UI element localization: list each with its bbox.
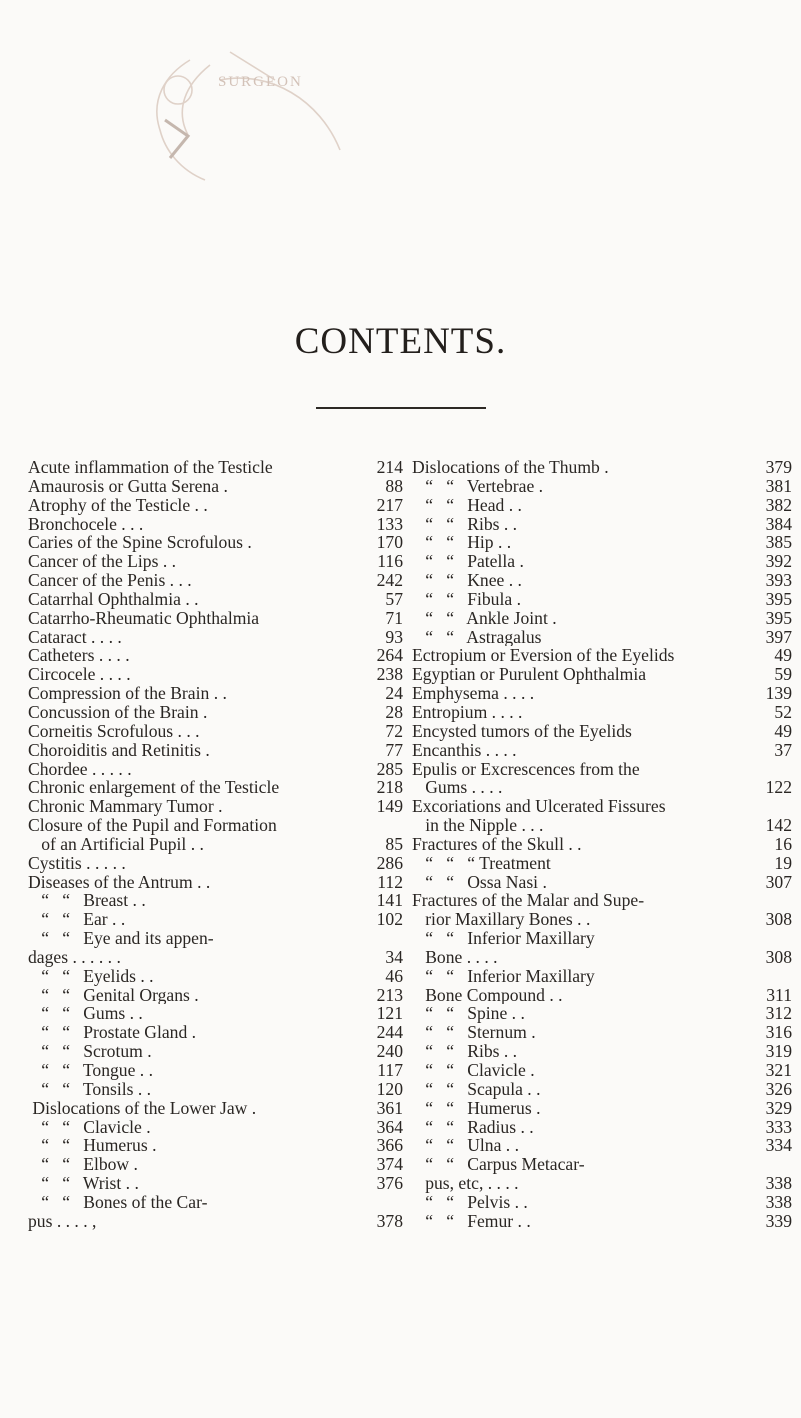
contents-left-column (28, 458, 403, 1231)
contents-entry (412, 986, 792, 1005)
entry-title: “ “ Ossa Nasi . (412, 872, 547, 892)
entry-title: Corneitis Scrofulous . . . (28, 721, 200, 741)
contents-entry (412, 741, 792, 760)
entry-title: Bone Compound . . (412, 985, 563, 1005)
entry-page-number: 24 (385, 683, 403, 704)
entry-page-number: 102 (376, 909, 403, 930)
entry-page-number: 213 (376, 984, 403, 1005)
contents-entry (412, 1004, 792, 1023)
contents-entry (412, 1212, 792, 1231)
entry-page-number: 308 (765, 946, 792, 967)
contents-entry (412, 1061, 792, 1080)
entry-title: “ “ Tongue . . (28, 1061, 153, 1080)
contents-entry (412, 910, 792, 929)
contents-entry (412, 1136, 792, 1155)
entry-title: Caries of the Spine Scrofulous . (28, 533, 252, 553)
entry-page-number: 133 (376, 513, 403, 534)
entry-page-number: 307 (765, 871, 792, 892)
contents-entry (412, 590, 792, 609)
contents-entry (412, 873, 792, 892)
entry-page-number: 46 (385, 965, 403, 986)
entry-title: Compression of the Brain . . (28, 684, 227, 703)
entry-title: “ “ Genital Organs . (28, 985, 199, 1005)
entry-page-number: 117 (377, 1060, 403, 1080)
contents-entry (28, 646, 403, 665)
entry-title: “ “ Ulna . . (412, 1136, 519, 1156)
entry-title: Catarrhal Ophthalmia . . (28, 589, 199, 609)
entry-page-number: 142 (765, 815, 792, 836)
contents-entry (412, 477, 792, 496)
contents-entry (412, 1193, 792, 1212)
contents-entry (28, 835, 403, 854)
entry-page-number: 379 (765, 457, 792, 477)
entry-page-number: 395 (765, 588, 792, 609)
contents-entry (412, 778, 792, 797)
entry-page-number: 240 (376, 1041, 403, 1062)
entry-page-number: 57 (385, 588, 403, 609)
contents-entry (28, 477, 403, 496)
entry-title: “ “ Humerus . (28, 1136, 157, 1156)
entry-page-number: 19 (774, 852, 792, 873)
entry-page-number: 312 (765, 1003, 792, 1024)
contents-entry (28, 1118, 403, 1137)
contents-entry (412, 835, 792, 854)
entry-page-number: 49 (774, 645, 792, 666)
entry-page-number: 374 (376, 1154, 403, 1175)
entry-title: Amaurosis or Gutta Serena . (28, 476, 228, 496)
entry-page-number: 77 (385, 739, 403, 760)
entry-title: “ “ Scapula . . (412, 1079, 541, 1099)
entry-title: “ “ Hip . . (412, 533, 512, 553)
entry-title: “ “ Carpus Metacar- (412, 1155, 585, 1175)
contents-entry (28, 854, 403, 873)
entry-title: Chronic Mammary Tumor . (28, 797, 223, 817)
entry-title: in the Nipple . . . (412, 816, 544, 835)
contents-entry (28, 910, 403, 929)
contents-entry (28, 741, 403, 760)
entry-title: “ “ Wrist . . (28, 1174, 139, 1193)
entry-title: Egyptian or Purulent Ophthalmia (412, 665, 647, 685)
entry-title: dages . . . . . . (28, 947, 121, 967)
entry-page-number: 112 (377, 871, 403, 892)
entry-title: “ “ Eyelids . . (28, 966, 154, 986)
entry-page-number: 319 (765, 1041, 792, 1062)
entry-page-number: 72 (385, 720, 403, 741)
entry-page-number: 321 (765, 1060, 792, 1080)
contents-entry (412, 552, 792, 571)
contents-entry (412, 1080, 792, 1099)
entry-title: Fractures of the Skull . . (412, 834, 582, 854)
contents-entry (28, 665, 403, 684)
entry-page-number: 170 (376, 532, 403, 553)
entry-page-number: 238 (376, 664, 403, 685)
entry-page-number: 116 (377, 551, 403, 572)
entry-page-number: 361 (376, 1097, 403, 1118)
contents-entry (28, 628, 403, 647)
entry-title: “ “ Ankle Joint . (412, 608, 557, 628)
contents-entry (28, 816, 403, 835)
contents-entry (28, 458, 403, 477)
contents-entry (412, 496, 792, 515)
entry-title: rior Maxillary Bones . . (412, 910, 591, 930)
contents-entry (28, 891, 403, 910)
entry-page-number: 71 (385, 607, 403, 628)
entry-title: “ “ Inferior Maxillary (412, 966, 595, 986)
entry-title: Epulis or Excrescences from the (412, 759, 640, 779)
entry-title: Chronic enlargement of the Testicle (28, 778, 280, 798)
entry-title: Bronchocele . . . (28, 514, 144, 534)
entry-page-number: 37 (774, 739, 792, 760)
stamp-text: SURGEON (218, 74, 303, 90)
contents-entry (412, 665, 792, 684)
contents-entry (412, 571, 792, 590)
contents-entry (28, 590, 403, 609)
entry-title: Dislocations of the Thumb . (412, 458, 609, 477)
entry-title: “ “ Bones of the Car- (28, 1192, 208, 1212)
contents-entry (412, 1042, 792, 1061)
entry-title: Closure of the Pupil and Formation (28, 816, 277, 835)
entry-title: Catheters . . . . (28, 646, 130, 666)
entry-title: “ “ “ Treatment (412, 853, 551, 873)
entry-page-number: 316 (765, 1022, 792, 1043)
entry-title: Emphysema . . . . (412, 684, 535, 703)
entry-title: Cataract . . . . (28, 627, 122, 647)
contents-entry (412, 646, 792, 665)
contents-entry (28, 1174, 403, 1193)
entry-title: Fractures of the Malar and Supe- (412, 891, 645, 911)
entry-title: Cystitis . . . . . (28, 853, 126, 873)
entry-page-number: 28 (385, 701, 403, 722)
entry-page-number: 34 (385, 946, 403, 967)
entry-title: “ “ Humerus . (412, 1098, 541, 1118)
contents-entry (412, 1174, 792, 1193)
entry-page-number: 329 (765, 1097, 792, 1118)
contents-entry (28, 1212, 403, 1231)
entry-title: “ “ Ribs . . (412, 514, 518, 534)
entry-title: “ “ Spine . . (412, 1004, 525, 1024)
entry-title: Chordee . . . . . (28, 759, 132, 779)
entry-page-number: 381 (765, 475, 792, 496)
entry-title: Circocele . . . . (28, 665, 131, 685)
entry-page-number: 311 (766, 984, 792, 1005)
entry-page-number: 338 (765, 1173, 792, 1194)
entry-page-number: 218 (376, 777, 403, 798)
entry-page-number: 382 (765, 494, 792, 515)
contents-entry (412, 628, 792, 647)
entry-title: “ “ Breast . . (28, 891, 146, 911)
entry-page-number: 334 (765, 1135, 792, 1156)
entry-page-number: 85 (385, 833, 403, 854)
contents-entry (412, 797, 792, 816)
entry-title: “ “ Gums . . (28, 1004, 143, 1024)
contents-entry (28, 1061, 403, 1080)
entry-page-number: 16 (774, 833, 792, 854)
entry-page-number: 339 (765, 1210, 792, 1231)
entry-title: “ “ Tonsils . . (28, 1079, 152, 1099)
contents-entry (412, 854, 792, 873)
contents-entry (28, 1193, 403, 1212)
entry-title: Cancer of the Lips . . (28, 552, 177, 572)
contents-entry (28, 873, 403, 892)
contents-entry (412, 948, 792, 967)
entry-title: “ “ Astragalus (412, 627, 542, 647)
entry-title: “ “ Sternum . (412, 1023, 536, 1043)
entry-title: “ “ Fibula . (412, 589, 521, 609)
entry-page-number: 326 (765, 1078, 792, 1099)
contents-entry (28, 571, 403, 590)
entry-page-number: 308 (765, 909, 792, 930)
entry-title: Entropium . . . . (412, 702, 523, 722)
entry-page-number: 384 (765, 513, 792, 534)
entry-title: “ “ Inferior Maxillary (412, 929, 595, 948)
contents-entry (28, 797, 403, 816)
entry-title: Bone . . . . (412, 947, 498, 967)
entry-page-number: 378 (376, 1210, 403, 1231)
entry-title: Catarrho-Rheumatic Ophthalmia (28, 608, 260, 628)
entry-title: “ “ Vertebrae . (412, 476, 544, 496)
entry-page-number: 395 (765, 607, 792, 628)
contents-entry (412, 722, 792, 741)
contents-entry (412, 1023, 792, 1042)
entry-page-number: 93 (385, 626, 403, 647)
entry-page-number: 59 (774, 664, 792, 685)
contents-entry (412, 760, 792, 779)
entry-page-number: 88 (385, 475, 403, 496)
contents-entry (28, 967, 403, 986)
entry-page-number: 366 (376, 1135, 403, 1156)
title-divider (316, 407, 486, 409)
entry-title: “ “ Pelvis . . (412, 1192, 528, 1212)
contents-entry (412, 1118, 792, 1137)
entry-title: Atrophy of the Testicle . . (28, 495, 208, 515)
contents-entry (412, 967, 792, 986)
contents-entry (28, 515, 403, 534)
contents-entry (412, 891, 792, 910)
entry-title: “ “ Elbow . (28, 1155, 138, 1175)
entry-title: “ “ Scrotum . (28, 1042, 152, 1061)
entry-title: Gums . . . . (412, 778, 503, 798)
contents-entry (412, 684, 792, 703)
contents-entry (412, 458, 792, 477)
contents-entry (28, 684, 403, 703)
entry-page-number: 393 (765, 570, 792, 591)
entry-title: “ “ Femur . . (412, 1211, 531, 1231)
entry-title: Acute inflammation of the Testicle (28, 458, 273, 477)
entry-title: “ “ Knee . . (412, 571, 522, 590)
entry-page-number: 242 (376, 570, 403, 591)
contents-entry (28, 948, 403, 967)
entry-title: Encysted tumors of the Eyelids (412, 721, 632, 741)
contents-entry (412, 515, 792, 534)
entry-title: Dislocations of the Lower Jaw . (28, 1098, 257, 1118)
contents-entry (28, 533, 403, 552)
contents-entry (412, 609, 792, 628)
contents-entry (28, 778, 403, 797)
entry-title: “ “ Ear . . (28, 910, 126, 930)
entry-title: Diseases of the Antrum . . (28, 872, 211, 892)
entry-title: Choroiditis and Retinitis . (28, 740, 210, 760)
contents-entry (28, 929, 403, 948)
entry-title: “ “ Eye and its appen- (28, 929, 214, 948)
contents-entry (28, 1080, 403, 1099)
entry-page-number: 217 (376, 494, 403, 515)
contents-entry (28, 609, 403, 628)
entry-page-number: 49 (774, 720, 792, 741)
entry-title: “ “ Head . . (412, 495, 522, 515)
contents-entry (28, 1042, 403, 1061)
entry-title: Excoriations and Ulcerated Fissures (412, 797, 666, 817)
entry-page-number: 122 (765, 777, 792, 798)
entry-page-number: 141 (376, 890, 403, 911)
entry-title: of an Artificial Pupil . . (28, 834, 204, 854)
entry-title: Concussion of the Brain . (28, 702, 208, 722)
contents-entry (28, 1099, 403, 1118)
entry-title: “ “ Clavicle . (28, 1117, 151, 1137)
contents-entry (412, 1099, 792, 1118)
contents-entry (28, 986, 403, 1005)
contents-entry (28, 1004, 403, 1023)
entry-page-number: 244 (376, 1022, 403, 1043)
entry-title: pus, etc, . . . . (412, 1174, 519, 1193)
entry-title: “ “ Prostate Gland . (28, 1023, 197, 1043)
entry-title: “ “ Ribs . . (412, 1042, 518, 1061)
page-title: CONTENTS. (294, 321, 507, 362)
library-stamp (70, 40, 350, 200)
contents-entry (28, 552, 403, 571)
entry-page-number: 121 (376, 1003, 403, 1024)
entry-page-number: 285 (376, 758, 403, 779)
entry-page-number: 338 (765, 1191, 792, 1212)
entry-title: “ “ Radius . . (412, 1117, 534, 1137)
entry-page-number: 52 (774, 701, 792, 722)
contents-entry (412, 703, 792, 722)
entry-page-number: 149 (376, 796, 403, 817)
entry-page-number: 385 (765, 532, 792, 553)
entry-title: Encanthis . . . . (412, 740, 517, 760)
entry-page-number: 392 (765, 551, 792, 572)
contents-entry (412, 533, 792, 552)
entry-page-number: 214 (376, 457, 403, 477)
contents-entry (28, 722, 403, 741)
contents-entry (28, 496, 403, 515)
entry-title: “ “ Clavicle . (412, 1061, 535, 1080)
entry-page-number: 264 (376, 645, 403, 666)
entry-title: “ “ Patella . (412, 552, 524, 572)
contents-entry (412, 816, 792, 835)
entry-page-number: 120 (376, 1078, 403, 1099)
entry-page-number: 333 (765, 1116, 792, 1137)
entry-title: pus . . . . , (28, 1211, 97, 1231)
contents-entry (28, 1155, 403, 1174)
entry-page-number: 397 (765, 626, 792, 647)
entry-title: Cancer of the Penis . . . (28, 571, 192, 590)
entry-page-number: 364 (376, 1116, 403, 1137)
contents-entry (412, 1155, 792, 1174)
entry-page-number: 286 (376, 852, 403, 873)
contents-entry (28, 1136, 403, 1155)
entry-title: Ectropium or Eversion of the Eyelids (412, 646, 675, 666)
contents-entry (28, 703, 403, 722)
contents-entry (28, 760, 403, 779)
contents-entry (412, 929, 792, 948)
entry-page-number: 376 (376, 1173, 403, 1194)
contents-right-column (412, 458, 792, 1231)
entry-page-number: 139 (765, 683, 792, 704)
contents-entry (28, 1023, 403, 1042)
